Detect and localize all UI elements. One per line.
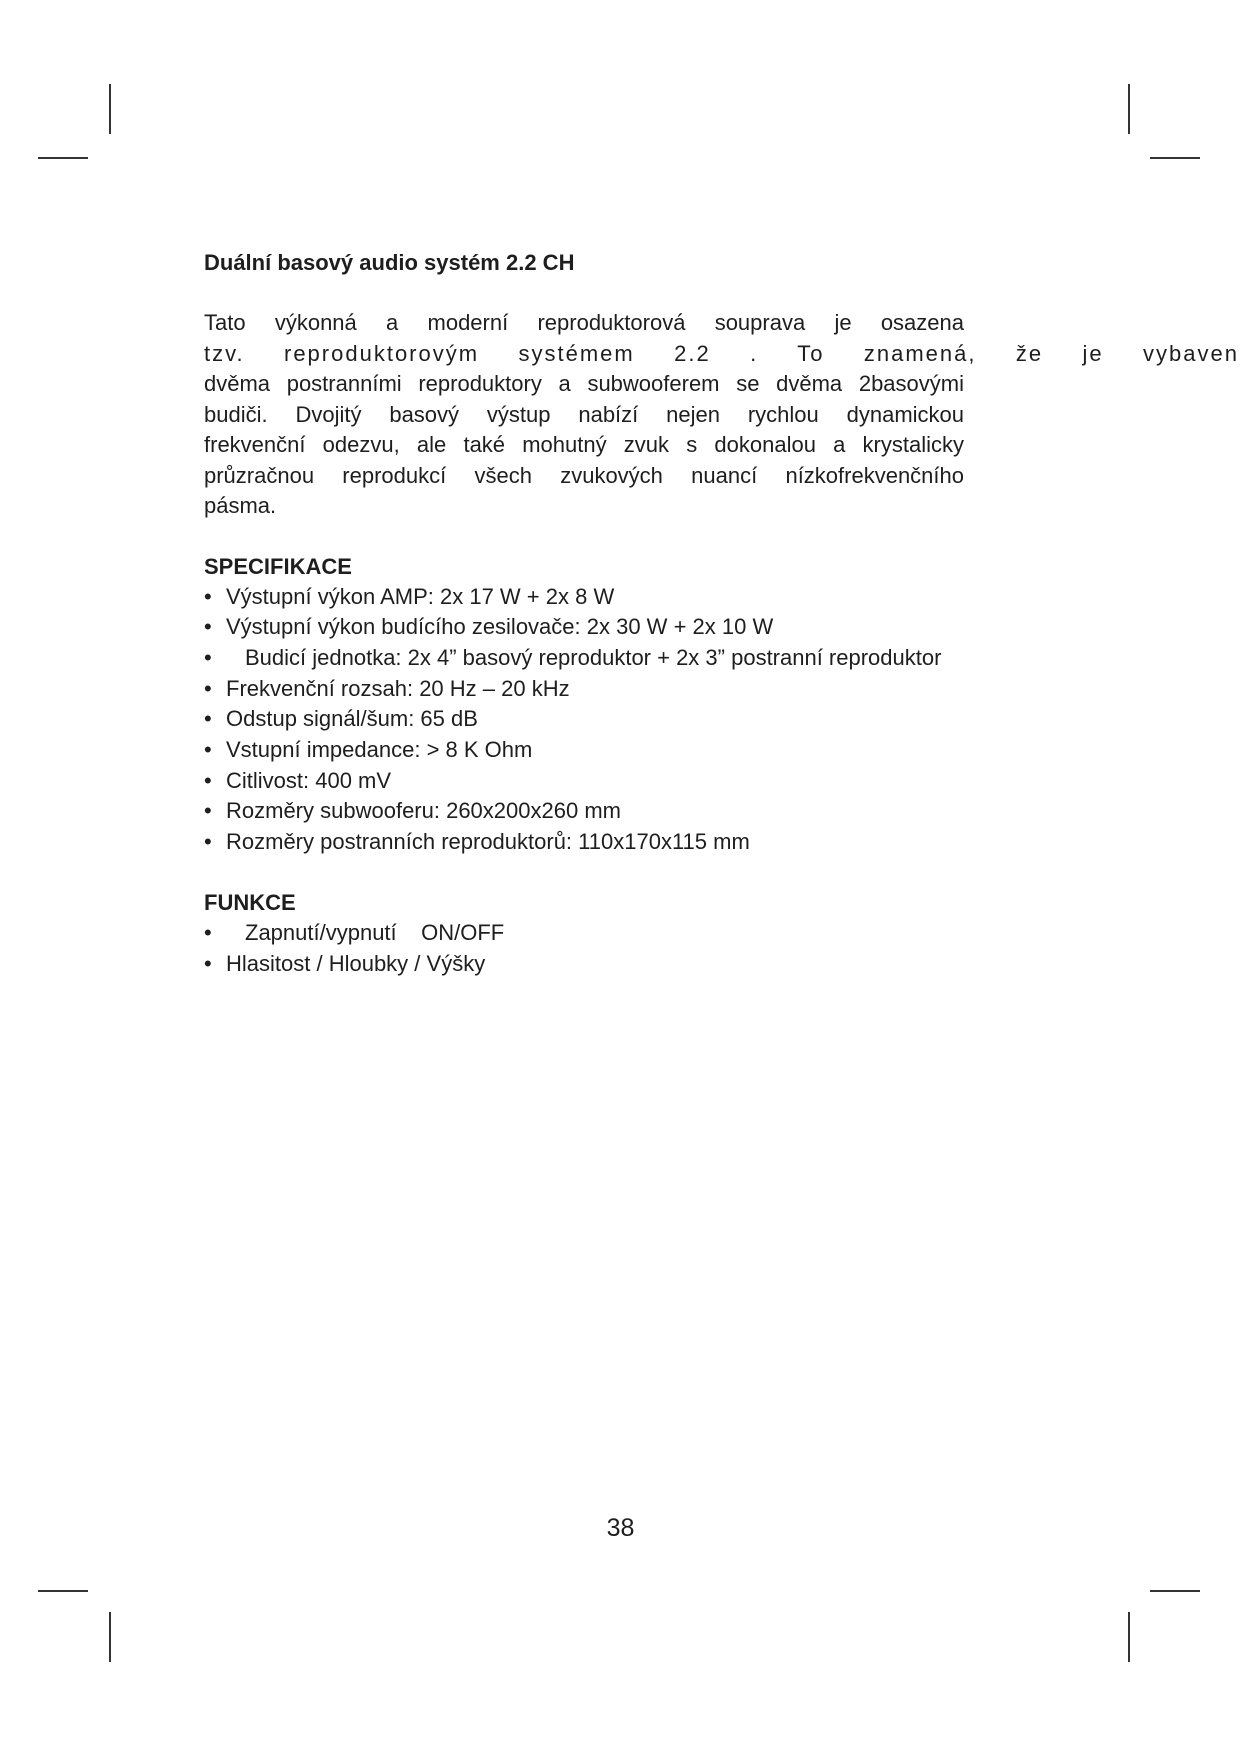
function-text: Zapnutí/vypnutí ON/OFF: [245, 919, 505, 945]
bullet-icon: •: [204, 767, 212, 793]
intro-paragraph: [204, 308, 1239, 522]
crop-mark-bottom-left-vertical: [109, 1612, 111, 1662]
list-item: [204, 612, 1239, 643]
bullet-icon: •: [204, 737, 212, 763]
bullet-icon: •: [204, 706, 212, 732]
bullet-icon: •: [204, 798, 212, 824]
specifications-heading: SPECIFIKACE: [204, 553, 352, 579]
document-title: Duální basový audio systém 2.2 CH: [204, 250, 575, 275]
list-item: [204, 582, 1239, 613]
crop-mark-top-right-vertical: [1128, 84, 1130, 134]
spec-text: Výstupní výkon AMP: 2x 17 W + 2x 8 W: [226, 583, 615, 609]
list-item: [204, 949, 1239, 980]
spec-text: Frekvenční rozsah: 20 Hz – 20 kHz: [226, 675, 570, 701]
intro-line: tzv. reproduktorovým systémem 2.2 . To znamená, že je vybaven: [204, 340, 1239, 366]
intro-line: dvěma postranními reproduktory a subwooferem se dvěma 2basovými: [204, 371, 964, 396]
list-item: [204, 766, 1239, 797]
page-number: 38: [606, 1514, 635, 1542]
bullet-icon: •: [204, 614, 212, 640]
spec-text: Výstupní výkon budícího zesilovače: 2x 30 W + 2x 10 W: [226, 614, 774, 640]
function-text: Hlasitost / Hloubky / Výšky: [226, 950, 486, 976]
spec-text: Citlivost: 400 mV: [226, 767, 392, 793]
list-item: [204, 918, 1239, 949]
spec-text: Rozměry postranních reproduktorů: 110x170x115 mm: [226, 829, 750, 855]
bullet-icon: •: [204, 675, 212, 701]
page-content: [204, 248, 1239, 979]
list-item: [204, 735, 1239, 766]
spec-text: Rozměry subwooferu: 260x200x260 mm: [226, 798, 621, 824]
bullet-icon: •: [204, 829, 212, 855]
functions-heading: FUNKCE: [204, 889, 296, 915]
crop-mark-top-left-vertical: [109, 84, 111, 134]
functions-list: [204, 918, 1239, 979]
list-item: [204, 704, 1239, 735]
bullet-icon: •: [204, 919, 212, 945]
spec-text: Budicí jednotka: 2x 4” basový reproduktor + 2x 3” postranní reproduktor: [245, 644, 942, 670]
crop-mark-bottom-left-horizontal: [38, 1590, 88, 1592]
crop-mark-top-left-horizontal: [38, 157, 88, 159]
list-item: [204, 674, 1239, 705]
crop-mark-bottom-right-horizontal: [1150, 1590, 1200, 1592]
spec-text: Vstupní impedance: > 8 K Ohm: [226, 737, 533, 763]
list-item: [204, 796, 1239, 827]
crop-mark-bottom-right-vertical: [1128, 1612, 1130, 1662]
intro-line: průzračnou reprodukcí všech zvukových nuancí nízkofrekvenčního: [204, 462, 964, 488]
bullet-icon: •: [204, 644, 212, 670]
crop-mark-top-right-horizontal: [1150, 157, 1200, 159]
specifications-list: [204, 582, 1239, 858]
list-item: [204, 827, 1239, 858]
bullet-icon: •: [204, 950, 212, 976]
intro-line: budiči. Dvojitý basový výstup nabízí nejen rychlou dynamickou: [204, 401, 964, 427]
spec-text: Odstup signál/šum: 65 dB: [226, 706, 478, 732]
intro-line: pásma.: [204, 493, 277, 518]
intro-line: frekvenční odezvu, ale také mohutný zvuk s dokonalou a krystalicky: [204, 432, 964, 457]
list-item: [204, 643, 1239, 674]
intro-line: Tato výkonná a moderní reproduktorová souprava je osazena: [204, 310, 964, 335]
bullet-icon: •: [204, 583, 212, 609]
